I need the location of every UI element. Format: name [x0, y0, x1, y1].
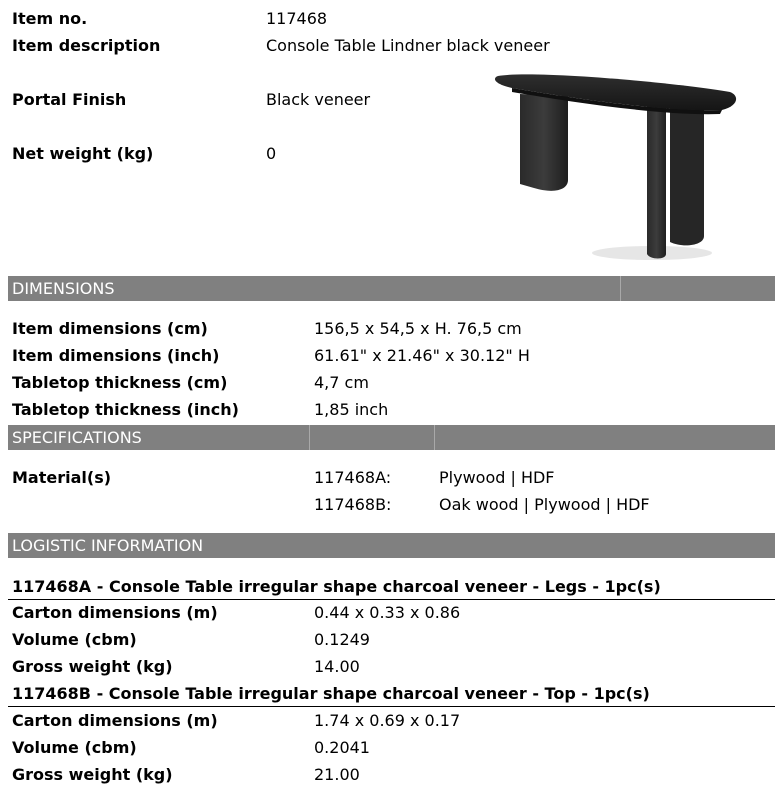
material-code: 117468B:	[314, 495, 392, 514]
portal-finish-label: Portal Finish	[12, 90, 127, 109]
tabletop-thickness-cm-label: Tabletop thickness (cm)	[12, 373, 228, 392]
specifications-title: SPECIFICATIONS	[12, 428, 142, 447]
logistic-section-heading: 117468B - Console Table irregular shape charcoal veneer - Top - 1pc(s)	[12, 684, 650, 703]
item-no-label: Item no.	[12, 9, 88, 28]
materials-label: Material(s)	[12, 468, 112, 487]
carton-dimensions-label: Carton dimensions (m)	[12, 603, 218, 622]
header-divider	[620, 276, 621, 301]
item-description-label: Item description	[12, 36, 161, 55]
carton-dimensions-value: 0.44 x 0.33 x 0.86	[314, 603, 461, 622]
portal-finish-value: Black veneer	[266, 90, 371, 109]
header-divider	[309, 425, 310, 450]
header-divider	[434, 425, 435, 450]
carton-dimensions-value: 1.74 x 0.69 x 0.17	[314, 711, 461, 730]
dimensions-header	[8, 276, 775, 301]
item-dimensions-inch-label: Item dimensions (inch)	[12, 346, 220, 365]
specifications-header	[8, 425, 775, 450]
tabletop-thickness-inch-value: 1,85 inch	[314, 400, 389, 419]
gross-weight-label: Gross weight (kg)	[12, 765, 173, 784]
logistic-header	[8, 533, 775, 558]
item-description-value: Console Table Lindner black veneer	[266, 36, 550, 55]
net-weight-label: Net weight (kg)	[12, 144, 154, 163]
logistic-section-heading: 117468A - Console Table irregular shape charcoal veneer - Legs - 1pc(s)	[12, 577, 661, 596]
gross-weight-label: Gross weight (kg)	[12, 657, 173, 676]
volume-label: Volume (cbm)	[12, 738, 137, 757]
tabletop-thickness-inch-label: Tabletop thickness (inch)	[12, 400, 239, 419]
item-no-value: 117468	[266, 9, 328, 28]
carton-dimensions-label: Carton dimensions (m)	[12, 711, 218, 730]
volume-value: 0.2041	[314, 738, 370, 757]
material-value: Plywood | HDF	[439, 468, 555, 487]
section-rule	[8, 599, 775, 600]
gross-weight-value: 14.00	[314, 657, 360, 676]
product-image	[492, 68, 742, 264]
tabletop-thickness-cm-value: 4,7 cm	[314, 373, 369, 392]
net-weight-value: 0	[266, 144, 277, 163]
logistic-title: LOGISTIC INFORMATION	[12, 536, 204, 555]
material-value: Oak wood | Plywood | HDF	[439, 495, 650, 514]
material-code: 117468A:	[314, 468, 392, 487]
item-dimensions-cm-label: Item dimensions (cm)	[12, 319, 208, 338]
item-dimensions-inch-value: 61.61" x 21.46" x 30.12" H	[314, 346, 530, 365]
dimensions-title: DIMENSIONS	[12, 279, 115, 298]
volume-label: Volume (cbm)	[12, 630, 137, 649]
section-rule	[8, 706, 775, 707]
volume-value: 0.1249	[314, 630, 370, 649]
gross-weight-value: 21.00	[314, 765, 360, 784]
item-dimensions-cm-value: 156,5 x 54,5 x H. 76,5 cm	[314, 319, 522, 338]
